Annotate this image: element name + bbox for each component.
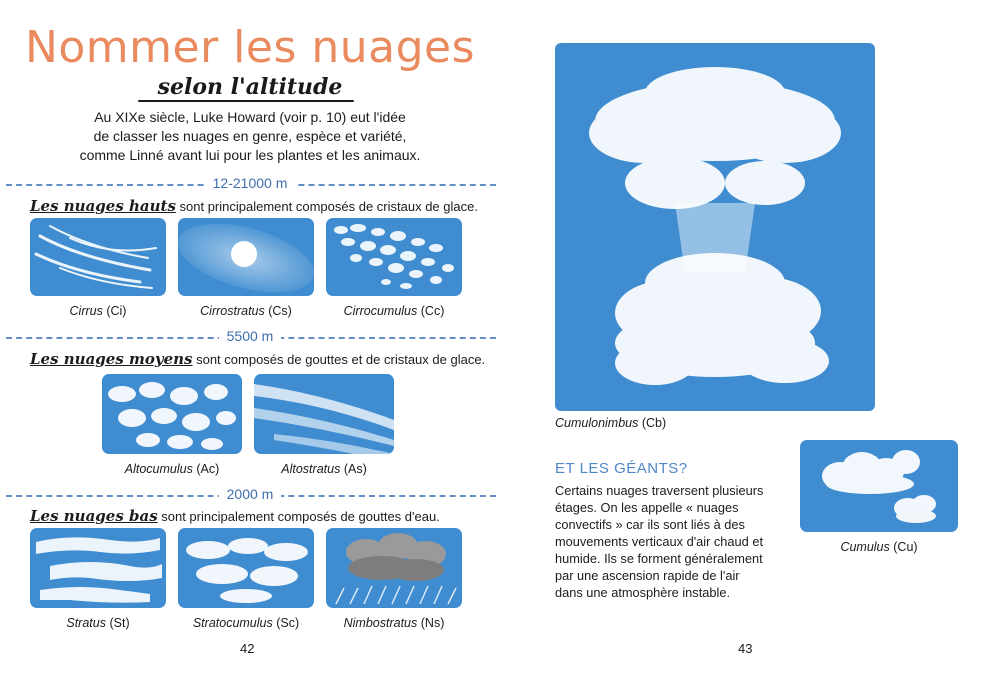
intro-line: de classer les nuages en genre, espèce et variété, [93, 128, 407, 144]
category-name: Les nuages moyens [30, 350, 193, 368]
intro-text [40, 108, 460, 165]
intro-line: Au XIXe siècle, Luke Howard (voir p. 10) eut l'idée [94, 109, 406, 125]
cumulus-illustration [800, 440, 958, 532]
page-title: Nommer les nuages [24, 22, 476, 73]
caption-cumulonimbus: Cumulonimbus (Cb) [555, 416, 667, 430]
body-line: étages. On les appelle « nuages [555, 500, 739, 515]
body-line: humide. Ils se forment généralement [555, 551, 763, 566]
cirrostratus-illustration [178, 218, 314, 296]
category-name: Les nuages hauts [30, 197, 176, 215]
body-text [555, 482, 795, 601]
caption-cirrostratus: Cirrostratus (Cs) [200, 304, 292, 318]
category-middle [30, 350, 490, 368]
altitude-label-high: 12-21000 m [0, 175, 500, 191]
intro-line: comme Linné avant lui pour les plantes et les animaux. [79, 147, 421, 163]
caption-altocumulus: Altocumulus (Ac) [124, 462, 220, 476]
cirrus-illustration [30, 218, 166, 296]
caption-cirrus: Cirrus (Ci) [69, 304, 127, 318]
caption-cumulus: Cumulus (Cu) [840, 540, 918, 554]
altitude-label-low: 2000 m [0, 486, 500, 502]
caption-cirrocumulus: Cirrocumulus (Cc) [343, 304, 445, 318]
stratus-illustration [30, 528, 166, 608]
category-low [30, 507, 490, 525]
page-subtitle: selon l'altitude [157, 74, 343, 100]
caption-altostratus: Altostratus (As) [281, 462, 367, 476]
cumulonimbus-illustration [555, 43, 875, 411]
caption-stratocumulus: Stratocumulus (Sc) [192, 616, 300, 630]
nimbostratus-illustration [326, 528, 462, 608]
category-text: sont principalement composés de gouttes d'eau. [157, 509, 440, 524]
body-line: par une ascension rapide de l'air [555, 568, 740, 583]
category-name: Les nuages bas [30, 507, 158, 525]
body-line: mouvements verticaux d'air chaud et [555, 534, 764, 549]
page-number-left: 42 [240, 641, 255, 656]
cirrocumulus-illustration [326, 218, 462, 296]
altitude-label-middle: 5500 m [0, 328, 500, 344]
caption-nimbostratus: Nimbostratus (Ns) [343, 616, 445, 630]
caption-stratus: Stratus (St) [66, 616, 130, 630]
subtitle-underline [138, 100, 354, 102]
category-text: sont principalement composés de cristaux de glace. [175, 199, 478, 214]
body-line: dans une atmosphère instable. [555, 585, 731, 600]
stratocumulus-illustration [178, 528, 314, 608]
altocumulus-illustration [102, 374, 242, 454]
section-heading: ET LES GÉANTS? [555, 460, 688, 477]
category-high [30, 197, 490, 215]
altostratus-illustration [254, 374, 394, 454]
body-line: convectifs » car ils sont liés à des [555, 517, 745, 532]
page-number-right: 43 [738, 641, 753, 656]
body-line: Certains nuages traversent plusieurs [555, 483, 764, 498]
category-text: sont composés de gouttes et de cristaux de glace. [192, 352, 486, 367]
